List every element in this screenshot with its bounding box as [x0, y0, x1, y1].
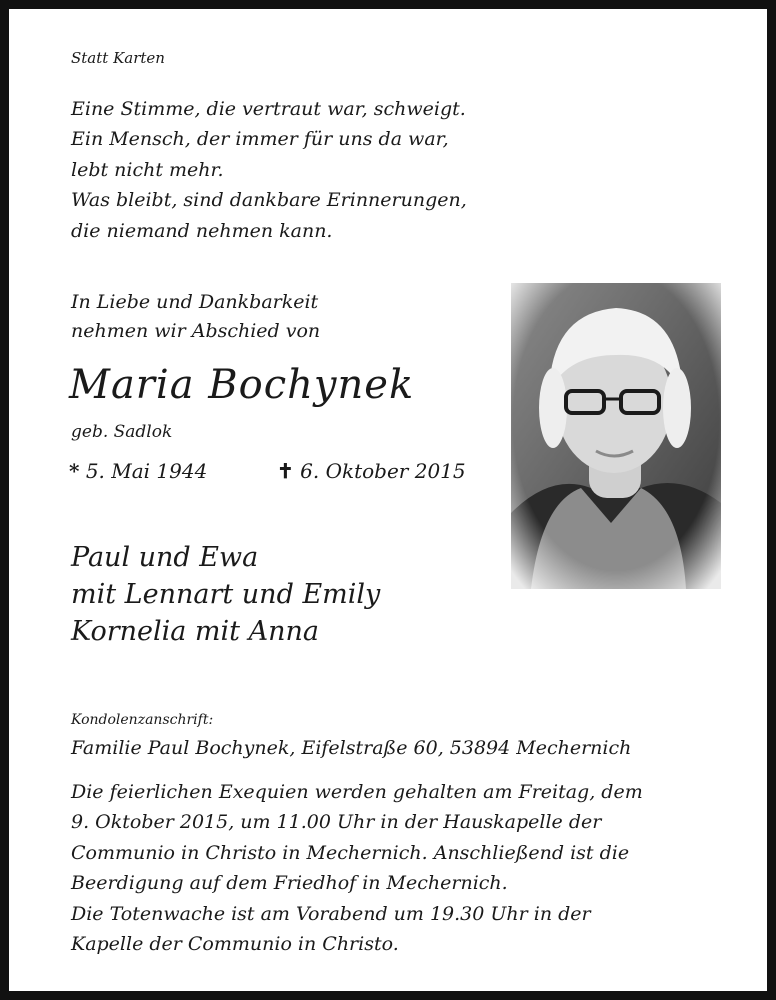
death-date: 6. Oktober 2015 [300, 459, 466, 483]
death-cross-icon: ✝ [277, 459, 294, 483]
family-line-2: mit Lennart und Emily [71, 579, 381, 610]
family-line-3: Kornelia mit Anna [71, 616, 319, 647]
service-line-2: 9. Oktober 2015, um 11.00 Uhr in der Hauskapelle der [71, 811, 602, 833]
portrait-photo [511, 283, 721, 589]
verse-line-5: die niemand nehmen kann. [71, 220, 333, 242]
verse-line-2: Ein Mensch, der immer für uns da war, [71, 128, 449, 150]
condolence-address: Familie Paul Bochynek, Eifelstraße 60, 53894 Mechernich [71, 737, 632, 759]
service-line-3: Communio in Christo in Mechernich. Anschließend ist die [71, 842, 630, 864]
birth-name: geb. Sadlok [71, 422, 173, 442]
birth-star-icon: * [69, 459, 80, 483]
verse-line-3: lebt nicht mehr. [71, 159, 224, 181]
statt-karten-label: Statt Karten [71, 49, 165, 67]
service-line-1: Die feierlichen Exequien werden gehalten am Freitag, dem [71, 781, 643, 803]
intro-line-1: In Liebe und Dankbarkeit [71, 291, 319, 313]
birth-date: 5. Mai 1944 [85, 459, 208, 483]
death-date-line [277, 459, 466, 483]
verse-line-1: Eine Stimme, die vertraut war, schweigt. [71, 98, 466, 120]
verse-line-4: Was bleibt, sind dankbare Erinnerungen, [71, 189, 467, 211]
intro-line-2: nehmen wir Abschied von [71, 320, 321, 342]
service-line-4: Beerdigung auf dem Friedhof in Mechernich. [71, 872, 508, 894]
service-line-5: Die Totenwache ist am Vorabend um 19.30 Uhr in der [71, 903, 591, 925]
family-line-1: Paul und Ewa [71, 542, 259, 573]
service-line-6: Kapelle der Communio in Christo. [71, 933, 399, 955]
birth-date-line [69, 459, 207, 483]
deceased-name: Maria Bochynek [69, 362, 415, 408]
condolence-label: Kondolenzanschrift: [71, 712, 214, 728]
